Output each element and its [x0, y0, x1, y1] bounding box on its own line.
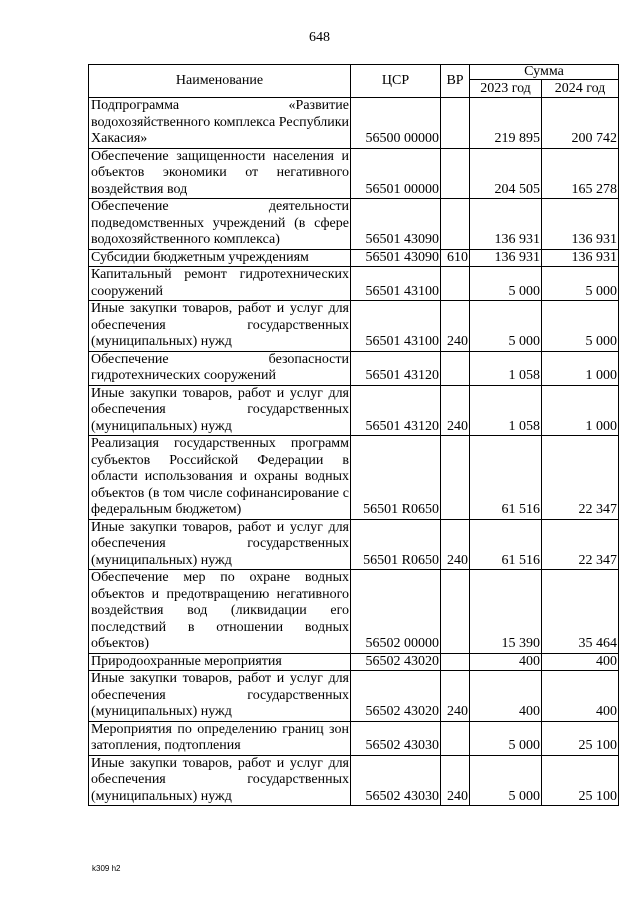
- budget-table: [88, 64, 619, 806]
- row-csr: 56502 43020: [351, 671, 441, 722]
- row-name: Иные закупки товаров, работ и услуг для обеспечения государственных (муниципальных) нужд: [89, 671, 351, 722]
- row-name: Субсидии бюджетным учреждениям: [89, 249, 351, 267]
- footer-code: k309 h2: [92, 864, 121, 873]
- row-name: Реализация государственных программ субъектов Российской Федерации в области использования и охраны водных объектов (в том числе софинансирование с федеральным бюджетом): [89, 436, 351, 520]
- row-csr: 56501 43120: [351, 351, 441, 385]
- row-csr: 56501 43090: [351, 199, 441, 250]
- row-2024: 1 000: [542, 351, 619, 385]
- header-year-2024: 2024 год: [542, 80, 619, 98]
- row-csr: 56501 R0650: [351, 436, 441, 520]
- row-csr: 56501 43100: [351, 301, 441, 352]
- row-vr: 240: [441, 755, 470, 806]
- table-row: [89, 249, 619, 267]
- table-row: [89, 671, 619, 722]
- row-name: Подпрограмма «Развитие водохозяйственного комплекса Республики Хакасия»: [89, 98, 351, 149]
- row-name: Мероприятия по определению границ зон затопления, подтопления: [89, 721, 351, 755]
- header-csr: ЦСР: [351, 65, 441, 98]
- row-2023: 5 000: [470, 721, 542, 755]
- row-2023: 400: [470, 653, 542, 671]
- row-vr: 240: [441, 385, 470, 436]
- row-csr: 56502 00000: [351, 570, 441, 654]
- header-sum: Сумма: [470, 65, 619, 80]
- header-vr: ВР: [441, 65, 470, 98]
- row-csr: 56501 R0650: [351, 519, 441, 570]
- table-row: [89, 98, 619, 149]
- row-name: Иные закупки товаров, работ и услуг для обеспечения государственных (муниципальных) нужд: [89, 519, 351, 570]
- table-row: [89, 755, 619, 806]
- table-row: [89, 570, 619, 654]
- row-2024: 5 000: [542, 301, 619, 352]
- table-row: [89, 653, 619, 671]
- table-row: [89, 267, 619, 301]
- header-name: Наименование: [89, 65, 351, 98]
- row-name: Иные закупки товаров, работ и услуг для обеспечения государственных (муниципальных) нужд: [89, 755, 351, 806]
- row-name: Природоохранные мероприятия: [89, 653, 351, 671]
- row-vr: 240: [441, 671, 470, 722]
- row-vr: 240: [441, 519, 470, 570]
- row-vr: [441, 721, 470, 755]
- row-2023: 5 000: [470, 755, 542, 806]
- row-vr: 610: [441, 249, 470, 267]
- table-row: [89, 301, 619, 352]
- row-vr: [441, 653, 470, 671]
- row-2024: 136 931: [542, 249, 619, 267]
- row-2023: 136 931: [470, 199, 542, 250]
- row-vr: [441, 570, 470, 654]
- row-vr: [441, 148, 470, 199]
- row-2024: 25 100: [542, 721, 619, 755]
- row-2023: 219 895: [470, 98, 542, 149]
- row-name: Обеспечение мер по охране водных объектов и предотвращению негативного воздействия вод (ликвидации его последствий в отношении водных объектов): [89, 570, 351, 654]
- row-vr: [441, 199, 470, 250]
- row-csr: 56502 43030: [351, 755, 441, 806]
- table-row: [89, 721, 619, 755]
- table-row: [89, 519, 619, 570]
- row-2024: 1 000: [542, 385, 619, 436]
- row-name: Обеспечение безопасности гидротехнических сооружений: [89, 351, 351, 385]
- table-row: [89, 436, 619, 520]
- row-2024: 136 931: [542, 199, 619, 250]
- row-vr: [441, 351, 470, 385]
- row-vr: [441, 267, 470, 301]
- row-name: Иные закупки товаров, работ и услуг для обеспечения государственных (муниципальных) нужд: [89, 301, 351, 352]
- table-row: [89, 148, 619, 199]
- header-year-2023: 2023 год: [470, 80, 542, 98]
- row-2024: 400: [542, 653, 619, 671]
- row-2023: 1 058: [470, 351, 542, 385]
- row-2023: 61 516: [470, 519, 542, 570]
- table-row: [89, 351, 619, 385]
- row-name: Иные закупки товаров, работ и услуг для обеспечения государственных (муниципальных) нужд: [89, 385, 351, 436]
- row-2024: 22 347: [542, 519, 619, 570]
- row-csr: 56502 43020: [351, 653, 441, 671]
- row-name: Обеспечение деятельности подведомственных учреждений (в сфере водохозяйственного комплекса): [89, 199, 351, 250]
- row-2023: 136 931: [470, 249, 542, 267]
- table-row: [89, 199, 619, 250]
- row-2023: 1 058: [470, 385, 542, 436]
- table-row: [89, 385, 619, 436]
- row-2023: 400: [470, 671, 542, 722]
- row-2024: 5 000: [542, 267, 619, 301]
- row-2023: 5 000: [470, 267, 542, 301]
- row-2023: 61 516: [470, 436, 542, 520]
- page-number: 648: [309, 30, 330, 45]
- row-2023: 5 000: [470, 301, 542, 352]
- row-2024: 22 347: [542, 436, 619, 520]
- row-name: Капитальный ремонт гидротехнических сооружений: [89, 267, 351, 301]
- row-csr: 56501 00000: [351, 148, 441, 199]
- row-csr: 56501 43100: [351, 267, 441, 301]
- row-name: Обеспечение защищенности населения и объектов экономики от негативного воздействия вод: [89, 148, 351, 199]
- row-csr: 56501 43120: [351, 385, 441, 436]
- row-2024: 200 742: [542, 98, 619, 149]
- row-csr: 56500 00000: [351, 98, 441, 149]
- row-vr: 240: [441, 301, 470, 352]
- row-2024: 165 278: [542, 148, 619, 199]
- row-csr: 56501 43090: [351, 249, 441, 267]
- row-vr: [441, 436, 470, 520]
- row-2024: 25 100: [542, 755, 619, 806]
- row-csr: 56502 43030: [351, 721, 441, 755]
- row-2024: 35 464: [542, 570, 619, 654]
- row-2024: 400: [542, 671, 619, 722]
- row-vr: [441, 98, 470, 149]
- row-2023: 15 390: [470, 570, 542, 654]
- row-2023: 204 505: [470, 148, 542, 199]
